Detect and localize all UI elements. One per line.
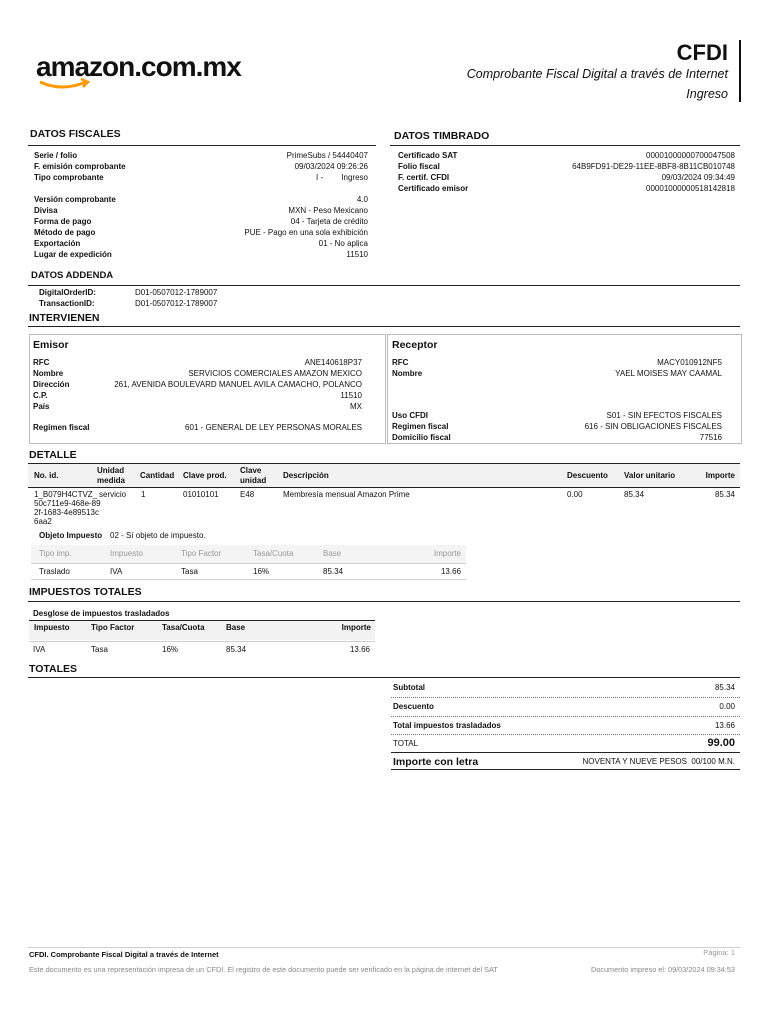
receptor-nombre: YAEL MOISES MAY CAAMAL	[615, 369, 722, 378]
footer-divider	[28, 947, 740, 948]
emisor-pais-label: País	[33, 402, 50, 411]
col-clave-unidad: Clave	[240, 466, 262, 475]
df-value: 01 - No aplica	[318, 239, 368, 248]
doc-subtitle: Comprobante Fiscal Digital a través de Internet	[466, 67, 728, 81]
amazon-logo	[36, 48, 241, 99]
imp-tasa: 16%	[162, 645, 179, 654]
divider	[28, 487, 740, 488]
detalle-heading: DETALLE	[29, 449, 77, 461]
receptor-title: Receptor	[392, 339, 438, 351]
impuestos-heading: IMPUESTOS TOTALES	[29, 586, 142, 598]
descuento-label: Descuento	[393, 702, 434, 711]
df-value: PrimeSubs / 54440407	[286, 151, 368, 160]
imp-col-importe: Importe	[341, 623, 371, 632]
emisor-pais: MX	[350, 402, 362, 411]
item-id-4: 6aa2	[34, 517, 52, 526]
dt-value: 00001000000518142818	[646, 184, 735, 193]
col-cantidad: Cantidad	[140, 471, 175, 480]
imp-col-impuesto: Impuesto	[34, 623, 70, 632]
footer-title: CFDI. Comprobante Fiscal Digital a través de Internet	[29, 950, 219, 959]
footer-printed: Documento impreso el: 09/03/2024 09:34:53	[590, 965, 735, 974]
tax-col-factor: Tipo Factor	[181, 549, 222, 558]
df-value: MXN - Peso Mexicano	[288, 206, 368, 215]
divider	[391, 752, 740, 753]
imp-base: 85.34	[226, 645, 247, 654]
imp-col-factor: Tipo Factor	[91, 623, 135, 632]
tax-col-tasa: Tasa/Cuota	[253, 549, 294, 558]
dotted-divider	[391, 734, 740, 735]
df-value: PUE - Pago en una sola exhibición	[244, 228, 368, 237]
df-label: Exportación	[34, 239, 81, 248]
receptor-nombre-label: Nombre	[392, 369, 423, 378]
dt-value: 64B9FD91-DE29-11EE-8BF8-8B11CB010748	[572, 162, 735, 171]
df-label: Lugar de expedición	[34, 250, 112, 259]
importe-letra-label: Importe con letra	[393, 756, 479, 768]
emisor-regimen: 601 - GENERAL DE LEY PERSONAS MORALES	[185, 423, 362, 432]
impuestos-trasladados-label: Total impuestos trasladados	[393, 721, 501, 730]
descuento-value: 0.00	[719, 702, 735, 711]
df-value: 11510	[346, 250, 368, 259]
tax-col-base: Base	[323, 549, 342, 558]
imp-factor: Tasa	[91, 645, 108, 654]
divider	[29, 620, 375, 621]
col-descripcion: Descripción	[283, 471, 329, 480]
divider	[390, 145, 740, 146]
df-value: 09/03/2024 09:26:26	[294, 162, 368, 171]
item-descripcion: Membresía mensual Amazon Prime	[283, 490, 410, 499]
imp-impuesto: IVA	[33, 645, 46, 654]
item-importe: 85.34	[714, 490, 735, 499]
df-value: 4.0	[356, 195, 368, 204]
dt-label: Folio fiscal	[398, 162, 440, 171]
imp-col-base: Base	[226, 623, 246, 632]
dotted-divider	[391, 716, 740, 717]
divider	[28, 145, 376, 146]
logo-text: amazon.com.mx	[36, 51, 241, 82]
emisor-nombre-label: Nombre	[33, 369, 64, 378]
subtotal-value: 85.34	[714, 683, 735, 692]
df-label: F. emisión comprobante	[34, 162, 126, 171]
item-clave-unidad: E48	[240, 490, 255, 499]
item-valor-unitario: 85.34	[624, 490, 645, 499]
tax-col-impuesto: Impuesto	[110, 549, 143, 558]
objeto-impuesto-value: 02 - Sí objeto de impuesto.	[110, 531, 206, 540]
receptor-rfc-label: RFC	[392, 358, 409, 367]
title-bar	[739, 40, 741, 102]
intervienen-heading: INTERVIENEN	[29, 312, 100, 324]
divider	[28, 677, 740, 678]
item-clave-prod: 01010101	[183, 490, 219, 499]
divider	[28, 326, 740, 327]
df-label: Divisa	[34, 206, 58, 215]
divider	[28, 601, 740, 602]
footer-note: Este documento es una representación impresa de un CFDI. El registro de este documento puede ser verificado en la página de internet del SAT	[29, 965, 498, 974]
divider	[29, 641, 375, 642]
importe-letra-value: NOVENTA Y NUEVE PESOS 00/100 M.N.	[582, 757, 735, 766]
df-label: Serie / folio	[34, 151, 78, 160]
addenda-value: D01-0507012-1789007	[135, 288, 218, 297]
dt-label: Certificado emisor	[398, 184, 469, 193]
col-descuento: Descuento	[567, 471, 608, 480]
col-clave-unidad-2: unidad	[240, 476, 267, 485]
addenda-value: D01-0507012-1789007	[135, 299, 218, 308]
impuestos-subheading: Desglose de impuestos trasladados	[33, 609, 170, 618]
emisor-regimen-label: Regimen fiscal	[33, 423, 90, 432]
df-value: Ingreso	[341, 173, 368, 182]
df-label: Versión comprobante	[34, 195, 116, 204]
col-unidad: Unidad	[97, 466, 125, 475]
footer-page: Página: 1	[703, 948, 735, 957]
addenda-heading: DATOS ADDENDA	[31, 270, 114, 281]
tax-factor: Tasa	[181, 567, 198, 576]
tax-col-importe: Importe	[433, 549, 461, 558]
total-value: 99.00	[707, 737, 735, 749]
addenda-label: DigitalOrderID:	[39, 288, 96, 297]
dotted-divider	[391, 697, 740, 698]
df-label: Forma de pago	[34, 217, 92, 226]
total-label: TOTAL	[393, 739, 419, 748]
dt-value: 00001000000700047508	[646, 151, 735, 160]
emisor-nombre: SERVICIOS COMERCIALES AMAZON MEXICO	[188, 369, 362, 378]
divider	[28, 285, 740, 286]
divider	[391, 769, 740, 770]
item-id-2: 50c711e9-468e-89	[34, 499, 101, 508]
tax-importe: 13.66	[440, 567, 461, 576]
col-unidad-2: medida	[97, 476, 126, 485]
item-unidad: servicio	[99, 490, 127, 499]
datos-timbrado-heading: DATOS TIMBRADO	[394, 130, 490, 142]
item-cantidad: 1	[141, 490, 146, 499]
receptor-uso-label: Uso CFDI	[392, 411, 428, 420]
divider	[31, 563, 466, 564]
emisor-direccion: 261, AVENIDA BOULEVARD MANUEL AVILA CAMACHO, POLANCO	[114, 380, 362, 389]
df-label: Tipo comprobante	[34, 173, 104, 182]
addenda-label: TransactionID:	[39, 299, 95, 308]
tax-impuesto: IVA	[110, 567, 123, 576]
emisor-rfc: ANE140618P37	[304, 358, 362, 367]
col-no-id: No. id.	[34, 471, 59, 480]
impuestos-trasladados-value: 13.66	[714, 721, 735, 730]
dt-label: Certificado SAT	[398, 151, 458, 160]
col-clave-prod: Clave prod.	[183, 471, 227, 480]
emisor-title: Emisor	[33, 339, 69, 351]
df-value-code: I -	[316, 173, 324, 182]
totales-heading: TOTALES	[29, 663, 78, 675]
receptor-rfc: MACY010912NF5	[657, 358, 722, 367]
tax-col-tipo: Tipo imp.	[39, 549, 72, 558]
doc-type: Ingreso	[686, 87, 728, 101]
emisor-cp-label: C.P.	[33, 391, 48, 400]
receptor-domicilio: 77516	[699, 433, 722, 442]
tax-base: 85.34	[323, 567, 344, 576]
tax-header-band	[31, 545, 466, 563]
df-value: 04 - Tarjeta de crédito	[290, 217, 368, 226]
datos-fiscales-heading: DATOS FISCALES	[30, 128, 121, 140]
subtotal-label: Subtotal	[393, 683, 425, 692]
imp-importe: 13.66	[349, 645, 370, 654]
col-valor-unitario: Valor unitario	[624, 471, 676, 480]
imp-col-tasa: Tasa/Cuota	[162, 623, 205, 632]
dt-label: F. certif. CFDI	[398, 173, 450, 182]
df-label: Método de pago	[34, 228, 96, 237]
doc-title: CFDI	[676, 40, 728, 65]
receptor-domicilio-label: Domicilio fiscal	[392, 433, 451, 442]
col-importe: Importe	[705, 471, 735, 480]
receptor-regimen-label: Regimen fiscal	[392, 422, 449, 431]
objeto-impuesto-label: Objeto Impuesto	[39, 531, 103, 540]
tax-tasa: 16%	[253, 567, 270, 576]
tax-tipo: Traslado	[39, 567, 70, 576]
item-id-3: 2f-1683-4e89513c	[34, 508, 99, 517]
dt-value: 09/03/2024 09:34:49	[661, 173, 735, 182]
emisor-cp: 11510	[340, 391, 362, 400]
item-descuento: 0.00	[567, 490, 583, 499]
emisor-rfc-label: RFC	[33, 358, 50, 367]
divider	[31, 579, 466, 580]
receptor-uso: S01 - SIN EFECTOS FISCALES	[606, 411, 722, 420]
emisor-direccion-label: Dirección	[33, 380, 70, 389]
receptor-regimen: 616 - SIN OBLIGACIONES FISCALES	[584, 422, 722, 431]
item-id: 1_B079H4CTVZ_	[34, 490, 98, 499]
